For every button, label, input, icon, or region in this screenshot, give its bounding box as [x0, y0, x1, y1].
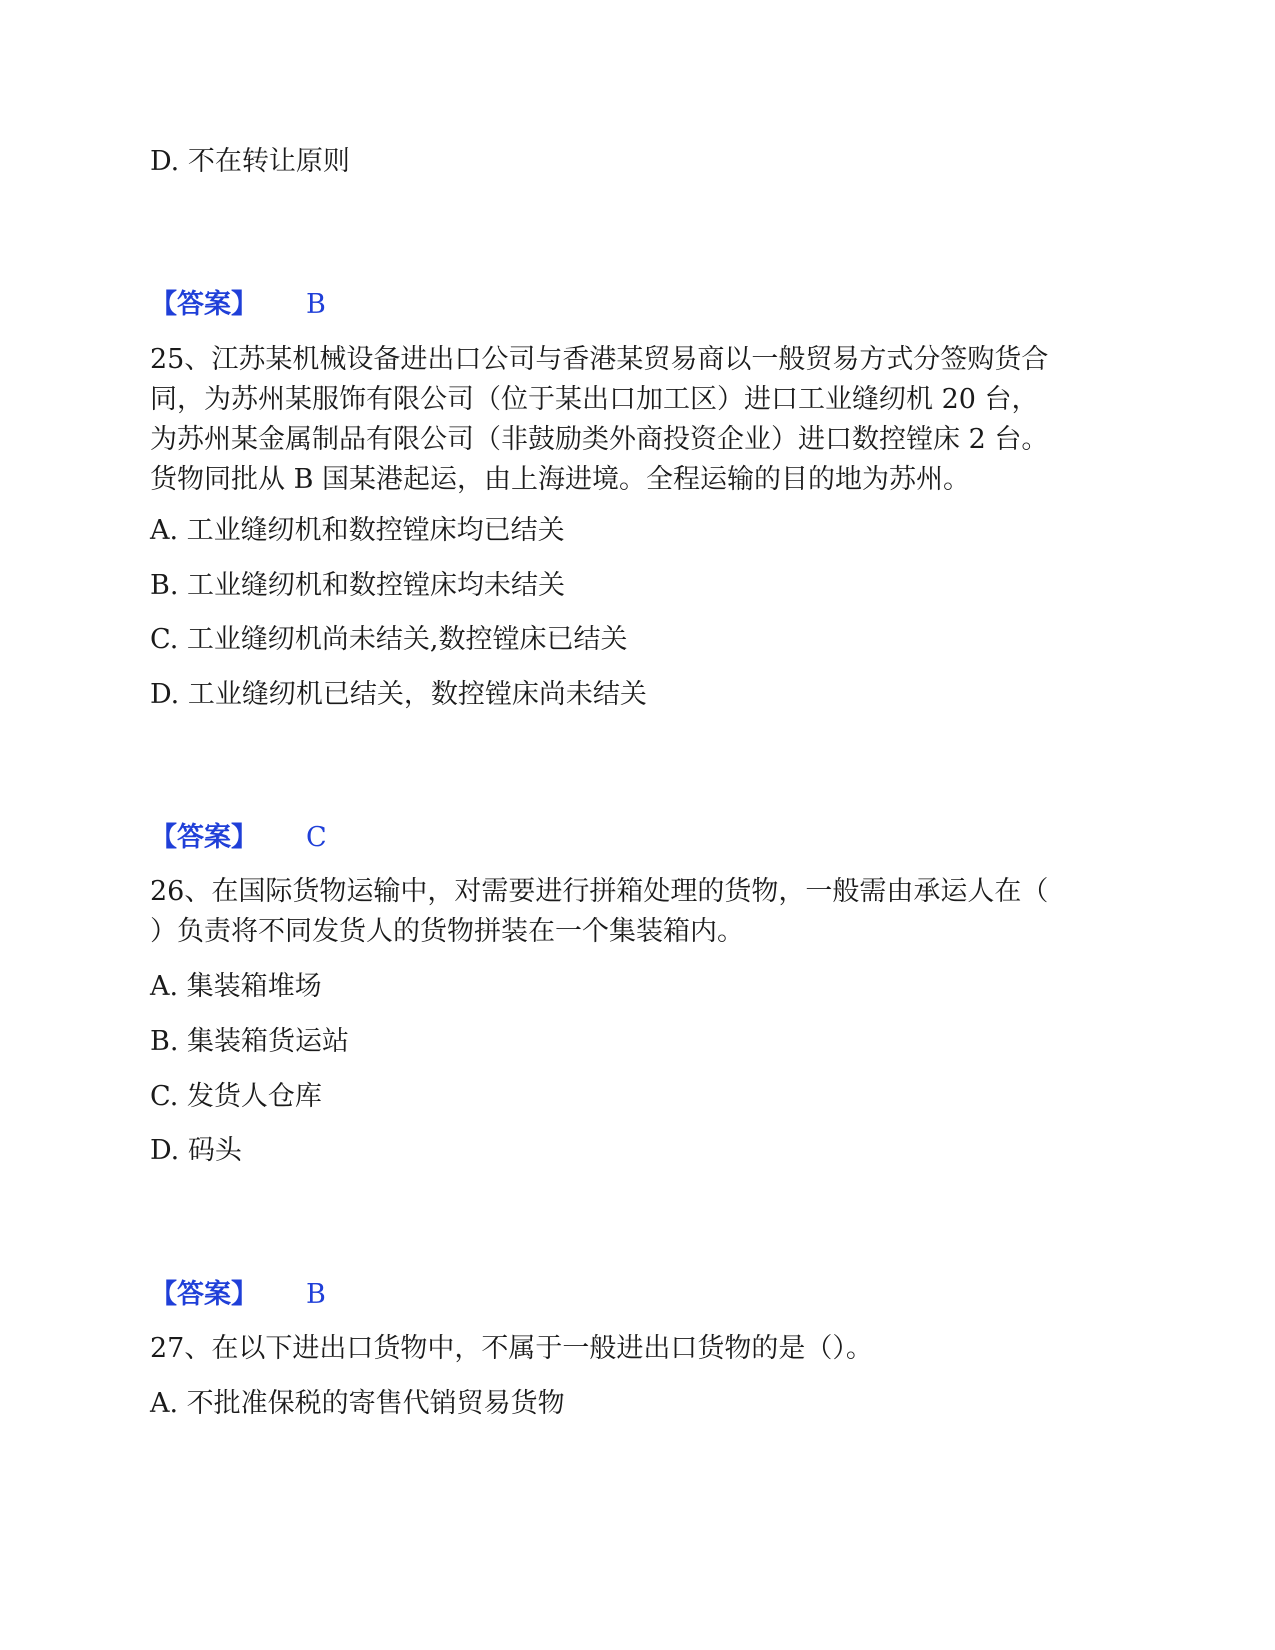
stem-line: 货物同批从 B 国某港起运，由上海进境。全程运输的目的地为苏州。: [150, 464, 971, 495]
stem-line: 25、江苏某机械设备进出口公司与香港某贸易商以一般贸易方式分签购货合: [150, 344, 1049, 375]
answer-row-q27: [150, 1275, 326, 1315]
q27-option-a: A. 不批准保税的寄售代销贸易货物: [150, 1388, 565, 1419]
question-27-stem: [150, 1329, 1130, 1369]
answer-label: 【答案】: [150, 289, 258, 320]
q26-option-c: C. 发货人仓库: [150, 1081, 322, 1112]
q25-option-d: D. 工业缝纫机已结关，数控镗床尚未结关: [150, 679, 647, 710]
option-d-previous: D. 不在转让原则: [150, 146, 350, 177]
answer-value: B: [306, 289, 326, 320]
stem-line: ）负责将不同发货人的货物拼装在一个集装箱内。: [150, 916, 744, 947]
stem-line: 同，为苏州某服饰有限公司（位于某出口加工区）进口工业缝纫机 20 台，: [150, 384, 1039, 415]
stem-line: 26、在国际货物运输中，对需要进行拼箱处理的货物，一般需由承运人在（: [150, 876, 1049, 907]
answer-row-q25: [150, 285, 326, 325]
answer-label: 【答案】: [150, 822, 258, 853]
q25-option-a: A. 工业缝纫机和数控镗床均已结关: [150, 515, 565, 546]
q26-option-d: D. 码头: [150, 1135, 242, 1166]
q26-option-b: B. 集装箱货运站: [150, 1026, 350, 1057]
q26-option-a: A. 集装箱堆场: [150, 971, 322, 1002]
q25-option-b: B. 工业缝纫机和数控镗床均未结关: [150, 570, 566, 601]
q25-option-c: C. 工业缝纫机尚未结关,数控镗床已结关: [150, 624, 628, 655]
stem-line: 为苏州某金属制品有限公司（非鼓励类外商投资企业）进口数控镗床 2 台。: [150, 424, 1049, 455]
answer-value: B: [306, 1279, 326, 1310]
answer-label: 【答案】: [150, 1279, 258, 1310]
question-25-stem: [150, 340, 1130, 500]
stem-line: 27、在以下进出口货物中，不属于一般进出口货物的是（）。: [150, 1333, 873, 1364]
answer-value: C: [306, 822, 327, 853]
question-26-stem: [150, 872, 1130, 952]
answer-row-q26: [150, 818, 327, 858]
